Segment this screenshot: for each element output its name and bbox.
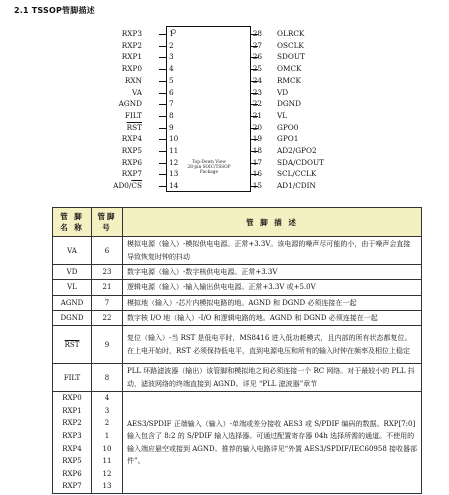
pin-name-label: RXP3 xyxy=(121,29,142,38)
table-header-row xyxy=(53,208,422,237)
pin-name-label: GPO0 xyxy=(277,122,299,132)
left-pin xyxy=(98,122,174,134)
right-pin xyxy=(251,157,331,169)
pin-number-label: 19 xyxy=(252,134,262,144)
left-pin xyxy=(98,51,174,63)
pin-name-label: SCL/CCLK xyxy=(277,169,317,179)
pin-description-cell: PLL 环路滤波器（输出）该管脚和模拟地之间必须连接一个 RC 网络。对于最较小的 PLL 抖动，滤波网络的终端直接到 AGND。详见 “PLL 滤波器”章节 xyxy=(123,364,422,392)
pin-name-label: RXP5 xyxy=(121,146,142,155)
pin-number-label: 11 xyxy=(169,146,179,155)
pin-name-label: VL xyxy=(277,110,288,120)
right-pin xyxy=(251,110,331,122)
pin-name-label: $AD0/\overline{CS}$ xyxy=(113,181,142,191)
pin-name-cell xyxy=(53,392,92,494)
pin-number-label: 1 xyxy=(169,29,174,38)
pin-number-label: 28 xyxy=(252,29,262,38)
pin-name: RXP0 xyxy=(62,394,82,403)
pin-number: 4 xyxy=(104,394,110,403)
right-pin xyxy=(251,63,331,75)
pin-lead-line xyxy=(159,57,166,58)
pin-lead-line xyxy=(159,163,166,164)
pin-number: 11 xyxy=(102,457,112,466)
pin-lead-line xyxy=(159,186,166,187)
pin-lead-line xyxy=(251,139,258,140)
right-pin xyxy=(251,40,331,52)
pin-lead-line xyxy=(159,128,166,129)
pin-lead-line xyxy=(159,93,166,94)
pin-number-label: 25 xyxy=(252,64,262,74)
pin-number-label: 23 xyxy=(252,87,262,97)
pin-number: 3 xyxy=(104,406,110,415)
pin-number-label: 27 xyxy=(252,40,262,50)
pin-description-cell: 模拟地（输入）-芯片内模拟电路的地。AGND 和 DGND 必须连接在一起 xyxy=(123,295,422,310)
pin-lead-line xyxy=(251,186,258,187)
section-heading: 2.1 TSSOP管脚描述 xyxy=(14,6,95,15)
pin-number-label: 10 xyxy=(169,134,179,144)
pin-number-label: 8 xyxy=(169,110,174,120)
pin-name-label: RMCK xyxy=(277,75,301,85)
left-pin xyxy=(98,157,179,169)
pin-name-cell: VL xyxy=(53,280,92,295)
pin-number-label: 12 xyxy=(169,157,179,167)
pin-number-label: 22 xyxy=(252,99,262,109)
right-pin xyxy=(251,98,331,110)
left-pin xyxy=(98,98,174,110)
pin-lead-line xyxy=(251,46,258,47)
right-pin xyxy=(251,75,331,87)
pin-number: 1 xyxy=(104,431,110,440)
pin-name: RXP7 xyxy=(62,482,82,491)
right-pin xyxy=(251,133,331,145)
pin-lead-line xyxy=(251,128,258,129)
table-row xyxy=(53,364,422,392)
pin-lead-line xyxy=(159,69,166,70)
table-row xyxy=(53,310,422,325)
pin-number-label: 21 xyxy=(252,110,262,120)
pin-number-label: 24 xyxy=(252,75,262,85)
pin-name-label: RXN xyxy=(124,75,142,85)
pin-name-cell: DGND xyxy=(53,310,92,325)
pin-name-cell: VD xyxy=(53,265,92,280)
chip-caption-line: Top-Down View xyxy=(192,160,226,165)
chip-caption xyxy=(170,160,248,175)
chip-caption-line: Package xyxy=(199,170,219,175)
header-pin-description: 管 脚 描 述 xyxy=(123,208,422,237)
left-pin xyxy=(98,87,174,99)
pin-number: 13 xyxy=(102,482,112,491)
pin-name-label: FILT xyxy=(124,110,142,120)
pin-number: 12 xyxy=(102,469,112,478)
pin-lead-line xyxy=(251,151,258,152)
left-pin xyxy=(98,180,179,192)
pin-name-label: OLRCK xyxy=(277,29,305,38)
pin-name-label: $\overline{RST}$ xyxy=(126,122,142,132)
pin-name-label: RXP7 xyxy=(121,169,142,179)
pin-name-label: RXP4 xyxy=(121,134,142,144)
pin-number-label: 15 xyxy=(252,181,262,191)
pin-number-cell: 22 xyxy=(92,310,123,325)
pin-number-label: 4 xyxy=(169,64,174,74)
right-pin xyxy=(251,180,331,192)
left-pin xyxy=(98,63,174,75)
pin-number-label: 13 xyxy=(169,169,179,179)
pin-number-label: 7 xyxy=(169,99,174,109)
pin-name-label: RXP1 xyxy=(121,52,142,62)
table-row xyxy=(53,237,422,265)
pin-name-label: VD xyxy=(277,87,289,97)
pin-name-label: OSCLK xyxy=(277,40,304,50)
pin-lead-line xyxy=(251,34,258,35)
pin-lead-line xyxy=(251,116,258,117)
pin-name-label: DGND xyxy=(277,99,301,109)
pin-number-label: 26 xyxy=(252,52,262,62)
left-pin xyxy=(98,168,179,180)
pin-lead-line xyxy=(251,81,258,82)
pin-number: 2 xyxy=(104,419,110,428)
pin-description-cell: 复位（输入）-当 RST 是低电平时，MS8416 进入低功耗模式，且内部的所有状态都复位。在上电开始时，RST 必须保持低电平，直到电源电压和所有的输入时钟在频率及相位上稳定 xyxy=(123,326,422,364)
table-row xyxy=(53,326,422,364)
pin-name: RXP3 xyxy=(62,431,82,440)
pin-lead-line xyxy=(159,139,166,140)
pin-lead-line xyxy=(159,104,166,105)
pin-number-label: 5 xyxy=(169,75,174,85)
right-pin xyxy=(251,168,331,180)
pin-number-label: 18 xyxy=(252,146,262,155)
pin-name: RXP5 xyxy=(62,457,82,466)
pin-lead-line xyxy=(159,81,166,82)
pin-name: RXP4 xyxy=(62,444,82,453)
pin-name-label: VA xyxy=(131,87,142,97)
pin-description-cell: 模拟电源（输入）-模拟供电电源。正常+3.3V。该电源的噪声尽可能的小，由于噪声会直接导致恢复时钟的抖动 xyxy=(123,237,422,265)
left-pin xyxy=(98,110,174,122)
pin-lead-line xyxy=(251,69,258,70)
pin-name-cell: FILT xyxy=(53,364,92,392)
pin-description-cell: AES3/SPDIF 正端输入（输入）-单端或差分接收 AES3 或 S/PDIF 编码的数据。RXP[7:0]输入包含了 8:2 的 S/PDIF 输入选择器。可通过配置寄存器 04h 选择所需的通道。不使用的输入端应悬空或接到 AGND。推荐的输入电路详见“外置 AES3/SPDIF/IEC60958 接收器部件”。 xyxy=(123,392,422,494)
pin-number-cell xyxy=(92,392,123,494)
pin-number-label: 3 xyxy=(169,52,174,62)
pin-name: RXP1 xyxy=(62,406,82,415)
pin-name-label: RXP2 xyxy=(121,40,142,50)
left-pin xyxy=(98,75,174,87)
table-row xyxy=(53,392,422,494)
pin-lead-line xyxy=(159,46,166,47)
pin-number: 10 xyxy=(102,444,112,453)
header-pin-name: 管 脚 名 称 xyxy=(53,208,92,237)
table-row xyxy=(53,265,422,280)
right-pin xyxy=(251,28,331,40)
pin-number-label: 2 xyxy=(169,40,174,50)
pin-lead-line xyxy=(159,116,166,117)
right-pin xyxy=(251,122,331,134)
pin-description-cell: 数字核 I/O 地（输入）-I/O 和逻辑电路的地。AGND 和 DGND 必须连接在一起 xyxy=(123,310,422,325)
pin-name-label: SDOUT xyxy=(277,52,305,62)
right-pin xyxy=(251,145,331,157)
pin-number-label: 17 xyxy=(252,157,262,167)
right-pin xyxy=(251,87,331,99)
pin-name-label: RXP6 xyxy=(121,157,142,167)
pin-description-table xyxy=(52,207,422,494)
pin-number-cell: 21 xyxy=(92,280,123,295)
pin-name-cell: VA xyxy=(53,237,92,265)
pin-number-cell: 7 xyxy=(92,295,123,310)
pin-lead-line xyxy=(159,174,166,175)
chip-caption-line: 28-pin SOIC/TSSOP xyxy=(187,165,231,170)
pin-lead-line xyxy=(251,57,258,58)
pin-lead-line xyxy=(251,163,258,164)
pin-lead-line xyxy=(159,34,166,35)
pin-name-label: RXP0 xyxy=(121,64,142,74)
left-pin xyxy=(98,133,179,145)
pin-description-cell: 数字电源（输入）-数字核供电电源。正常+3.3V xyxy=(123,265,422,280)
left-pin xyxy=(98,145,179,157)
right-pin xyxy=(251,51,331,63)
table-row xyxy=(53,295,422,310)
pin-lead-line xyxy=(251,174,258,175)
pin-number-label: 20 xyxy=(252,122,262,132)
pin-number-cell: 23 xyxy=(92,265,123,280)
pin-number-cell: 6 xyxy=(92,237,123,265)
left-pin xyxy=(98,40,174,52)
pin-lead-line xyxy=(159,151,166,152)
pin-name-label: OMCK xyxy=(277,64,302,74)
pin-lead-line xyxy=(251,93,258,94)
pin-number-label: 14 xyxy=(169,181,179,191)
pin-name-label: AD1/CDIN xyxy=(277,181,316,191)
pin-number-label: 6 xyxy=(169,87,174,97)
pin-name-label: AD2/GPO2 xyxy=(277,146,317,155)
pin-description-cell: 逻辑电源（输入）-输入输出供电电源。正常+3.3V 或+5.0V xyxy=(123,280,422,295)
pin-number-label: 16 xyxy=(252,169,262,179)
pin-name-label: SDA/CDOUT xyxy=(277,157,325,167)
left-pin xyxy=(98,28,174,40)
pin-name: RXP2 xyxy=(62,419,82,428)
table-row xyxy=(53,280,422,295)
pin-name-cell: AGND xyxy=(53,295,92,310)
pin-lead-line xyxy=(251,104,258,105)
pin-name-cell: $\overline{RST}$ xyxy=(53,326,92,364)
pin-number-label: 9 xyxy=(169,122,174,132)
header-pin-number: 管脚号 xyxy=(92,208,123,237)
pin-name-label: AGND xyxy=(118,99,142,109)
pin-name: RXP6 xyxy=(62,469,82,478)
pin-number-cell: 9 xyxy=(92,326,123,364)
pin-number-cell: 8 xyxy=(92,364,123,392)
pin-name-label: GPO1 xyxy=(277,134,299,144)
